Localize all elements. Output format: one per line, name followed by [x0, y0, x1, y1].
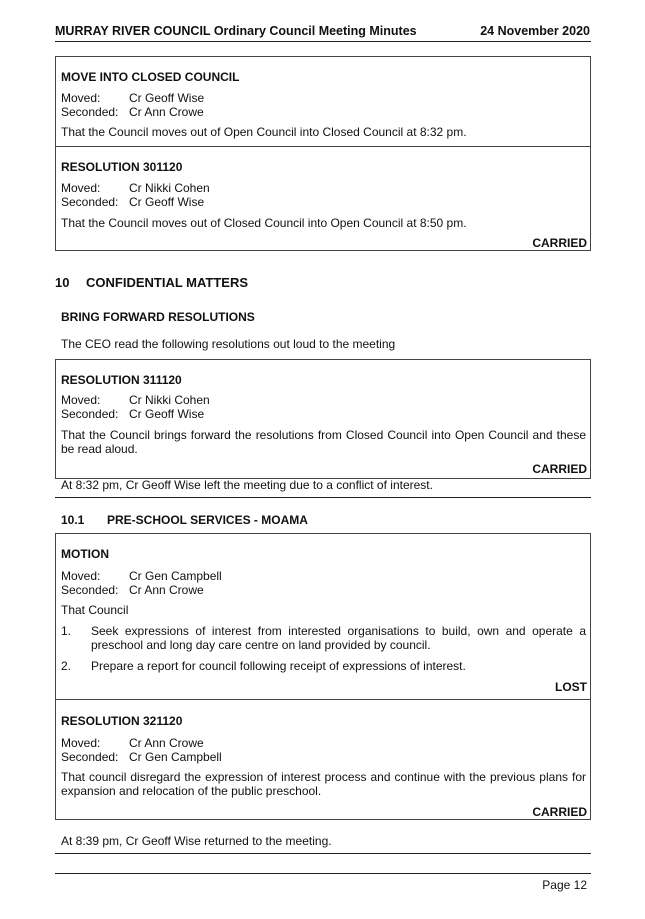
resolution-301120-heading: RESOLUTION 301120	[61, 160, 183, 174]
bring-forward-heading: BRING FORWARD RESOLUTIONS	[61, 310, 255, 324]
moved-label: Moved:	[61, 569, 101, 583]
moved-value: Cr Nikki Cohen	[129, 393, 210, 407]
note-member-returned: At 8:39 pm, Cr Geoff Wise returned to the meeting.	[61, 834, 332, 848]
page-header-date: 24 November 2020	[480, 24, 590, 38]
header-rule	[55, 41, 591, 42]
motion-result: LOST	[555, 680, 587, 694]
motion-movers	[61, 569, 461, 597]
resolution-301120-result: CARRIED	[532, 236, 587, 250]
resolution-321120-movers	[61, 736, 461, 764]
page-number: Page 12	[542, 878, 587, 892]
seconded-value: Cr Gen Campbell	[129, 750, 222, 764]
motion-item-number: 1.	[61, 624, 72, 638]
note-rule	[55, 497, 591, 498]
moved-value: Cr Nikki Cohen	[129, 181, 210, 195]
resolution-311120-result: CARRIED	[532, 462, 587, 476]
section-10-number: 10	[55, 275, 70, 290]
resolution-321120-heading: RESOLUTION 321120	[61, 714, 183, 728]
note-rule	[55, 853, 591, 854]
seconded-value: Cr Ann Crowe	[129, 105, 204, 119]
moved-label: Moved:	[61, 181, 101, 195]
box-divider	[55, 699, 591, 700]
page-header-title: MURRAY RIVER COUNCIL Ordinary Council Meeting Minutes	[55, 24, 417, 38]
resolution-321120-result: CARRIED	[532, 805, 587, 819]
closed-council-movers	[61, 91, 461, 119]
resolution-311120-heading: RESOLUTION 311120	[61, 373, 182, 387]
section-10-1-title: PRE-SCHOOL SERVICES - MOAMA	[107, 513, 308, 527]
moved-label: Moved:	[61, 736, 101, 750]
seconded-value: Cr Geoff Wise	[129, 407, 205, 421]
seconded-value: Cr Ann Crowe	[129, 583, 204, 597]
closed-council-text: That the Council moves out of Open Council into Closed Council at 8:32 pm.	[61, 125, 467, 139]
moved-value: Cr Gen Campbell	[129, 569, 222, 583]
note-member-left: At 8:32 pm, Cr Geoff Wise left the meeting due to a conflict of interest.	[61, 478, 433, 492]
resolution-301120-text: That the Council moves out of Closed Council into Open Council at 8:50 pm.	[61, 216, 467, 230]
footer-rule	[55, 873, 591, 874]
moved-label: Moved:	[61, 91, 101, 105]
motion-intro: That Council	[61, 603, 129, 617]
seconded-label: Seconded:	[61, 407, 119, 421]
closed-council-heading: MOVE INTO CLOSED COUNCIL	[61, 70, 240, 84]
seconded-value: Cr Geoff Wise	[129, 195, 205, 209]
motion-item-text: Prepare a report for council following receipt of expressions of interest.	[91, 659, 466, 673]
resolution-311120-text: That the Council brings forward the resolutions from Closed Council into Open Council and these be read aloud.	[61, 428, 586, 456]
moved-label: Moved:	[61, 393, 101, 407]
motion-heading: MOTION	[61, 547, 109, 561]
motion-item-text: Seek expressions of interest from interested organisations to build, own and operate a preschool and long day care centre on land provided by council.	[91, 624, 586, 652]
seconded-label: Seconded:	[61, 750, 119, 764]
section-10-1-number: 10.1	[61, 513, 85, 527]
seconded-label: Seconded:	[61, 105, 119, 119]
box-divider	[55, 146, 591, 147]
resolution-301120-movers	[61, 181, 461, 209]
motion-item-number: 2.	[61, 659, 72, 673]
bring-forward-intro: The CEO read the following resolutions out loud to the meeting	[61, 337, 396, 351]
seconded-label: Seconded:	[61, 195, 119, 209]
moved-value: Cr Geoff Wise	[129, 91, 205, 105]
seconded-label: Seconded:	[61, 583, 119, 597]
moved-value: Cr Ann Crowe	[129, 736, 204, 750]
resolution-321120-text: That council disregard the expression of interest process and continue with the previous plans for expansion and relocation of the public preschool.	[61, 770, 586, 798]
resolution-311120-movers	[61, 393, 461, 421]
section-10-title: CONFIDENTIAL MATTERS	[86, 275, 249, 290]
